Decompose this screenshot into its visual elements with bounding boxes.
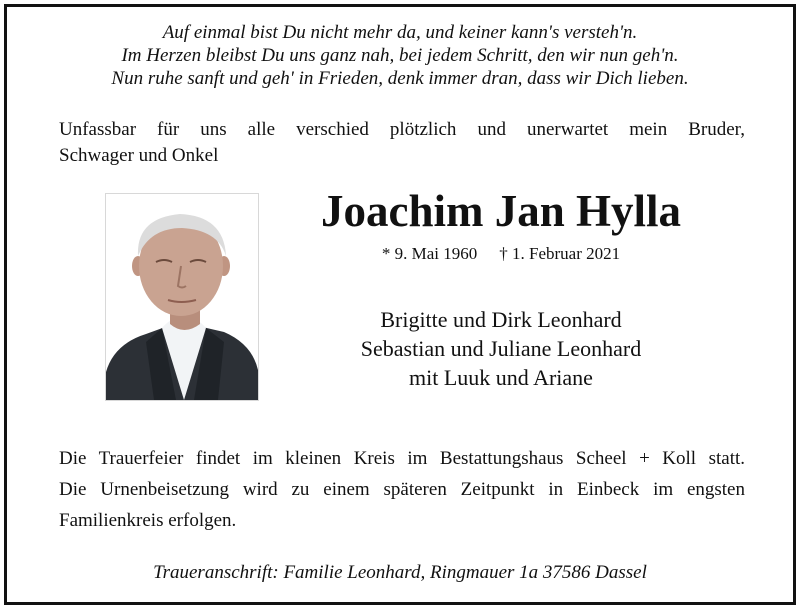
mourner-line: Brigitte und Dirk Leonhard — [380, 307, 622, 332]
birth-date: * 9. Mai 1960 — [381, 244, 478, 263]
intro-line: Unfassbar für uns alle verschied plötzlich und unerwartet mein Bruder, — [59, 119, 745, 140]
poem-line: Auf einmal bist Du nicht mehr da, und keiner kann's versteh'n. — [162, 22, 638, 43]
deceased-name: Joachim Jan Hylla — [320, 186, 682, 236]
poem-line: Nun ruhe sanft und geh' in Frieden, denk immer dran, dass wir Dich lieben. — [111, 68, 689, 89]
portrait-photo — [105, 193, 259, 401]
intro-line: Schwager und Onkel — [59, 145, 219, 166]
details-line: Die Trauerfeier findet im kleinen Kreis im Bestattungshaus Scheel + Koll statt. — [59, 448, 745, 469]
poem — [7, 21, 793, 90]
funeral-details — [59, 443, 745, 536]
portrait-illustration — [106, 194, 258, 400]
mourner-line: Sebastian und Juliane Leonhard — [360, 336, 642, 361]
obituary-notice — [4, 4, 796, 605]
life-dates — [267, 243, 735, 265]
mourning-address: Traueranschrift: Familie Leonhard, Ringmauer 1a 37586 Dassel — [153, 562, 647, 583]
intro-text — [59, 117, 745, 169]
details-line: Familienkreis erfolgen. — [59, 510, 237, 531]
poem-line: Im Herzen bleibst Du uns ganz nah, bei jedem Schritt, den wir nun geh'n. — [121, 45, 679, 66]
details-line: Die Urnenbeisetzung wird zu einem späteren Zeitpunkt in Einbeck im engsten — [59, 479, 745, 500]
mourner-line: mit Luuk und Ariane — [409, 365, 593, 390]
mourners-list — [267, 305, 735, 392]
death-date: † 1. Februar 2021 — [499, 244, 621, 263]
